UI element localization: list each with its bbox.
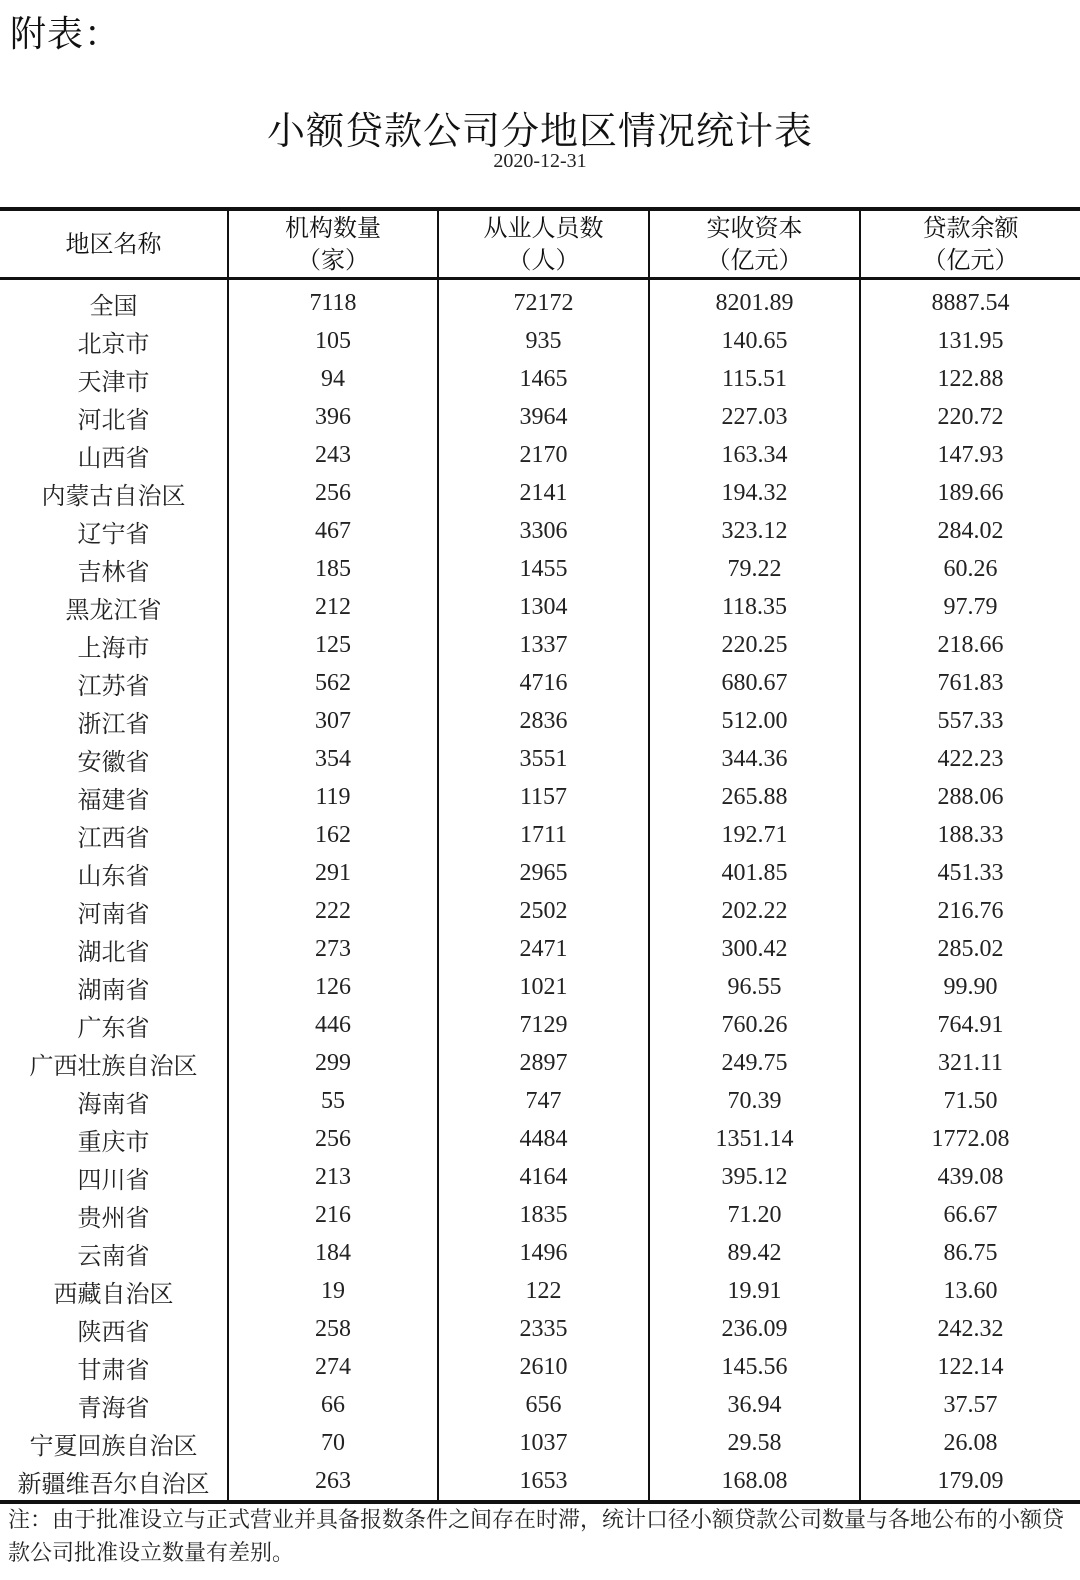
region-cell: 广东省 [77,1013,150,1042]
region-cell: 黑龙江省 [65,595,162,624]
region-cell: 河北省 [77,405,150,434]
loan-balance-cell: 216.76 [860,892,1080,930]
table-row [0,740,1080,778]
region-cell: 天津市 [77,367,150,396]
paid-in-capital-cell: 79.22 [649,550,860,588]
institutions-cell: 216 [228,1196,438,1234]
paid-in-capital-cell: 192.71 [649,816,860,854]
paid-in-capital-cell: 70.39 [649,1082,860,1120]
table-row [0,1196,1080,1234]
loan-balance-cell: 122.88 [860,360,1080,398]
loan-balance-cell: 764.91 [860,1006,1080,1044]
employees-cell: 72172 [438,279,649,323]
institutions-cell: 354 [228,740,438,778]
paid-in-capital-cell: 300.42 [649,930,860,968]
appendix-label: 附表： [10,14,122,55]
report-date: 2020-12-31 [493,150,587,172]
table-row [0,1234,1080,1272]
region-cell: 四川省 [77,1165,150,1194]
region-cell: 陕西省 [77,1317,150,1346]
table-row [0,1158,1080,1196]
table-row [0,816,1080,854]
loan-balance-cell: 439.08 [860,1158,1080,1196]
loan-balance-cell: 122.14 [860,1348,1080,1386]
header-employees-label: 从业人员数 [483,214,604,242]
header-loan-balance [860,209,1080,279]
institutions-cell: 274 [228,1348,438,1386]
region-cell: 广西壮族自治区 [29,1051,198,1080]
table-row [0,1044,1080,1082]
employees-cell: 2335 [438,1310,649,1348]
loan-balance-cell: 1772.08 [860,1120,1080,1158]
table-row [0,1310,1080,1348]
paid-in-capital-cell: 236.09 [649,1310,860,1348]
employees-cell: 4484 [438,1120,649,1158]
loan-balance-cell: 66.67 [860,1196,1080,1234]
region-cell: 江苏省 [77,671,150,700]
header-institutions-unit: （家） [297,246,369,274]
institutions-cell: 19 [228,1272,438,1310]
region-cell: 重庆市 [77,1127,150,1156]
table-row [0,436,1080,474]
table-row [0,1386,1080,1424]
loan-balance-cell: 761.83 [860,664,1080,702]
paid-in-capital-cell: 265.88 [649,778,860,816]
loan-balance-cell: 285.02 [860,930,1080,968]
loan-balance-cell: 131.95 [860,322,1080,360]
paid-in-capital-cell: 680.67 [649,664,860,702]
institutions-cell: 185 [228,550,438,588]
institutions-cell: 446 [228,1006,438,1044]
paid-in-capital-cell: 19.91 [649,1272,860,1310]
loan-balance-cell: 179.09 [860,1462,1080,1502]
region-cell: 山西省 [77,443,150,472]
region-cell: 湖南省 [77,975,150,1004]
paid-in-capital-cell: 220.25 [649,626,860,664]
employees-cell: 656 [438,1386,649,1424]
paid-in-capital-cell: 29.58 [649,1424,860,1462]
table-header-row [0,209,1080,279]
institutions-cell: 243 [228,436,438,474]
table-body [0,279,1080,1503]
region-cell: 全国 [89,291,138,320]
paid-in-capital-cell: 168.08 [649,1462,860,1502]
region-cell: 福建省 [77,785,150,814]
header-employees-unit: （人） [507,246,580,274]
institutions-cell: 55 [228,1082,438,1120]
employees-cell: 1021 [438,968,649,1006]
paid-in-capital-cell: 115.51 [649,360,860,398]
institutions-cell: 184 [228,1234,438,1272]
table-row [0,1082,1080,1120]
institutions-cell: 299 [228,1044,438,1082]
region-cell: 浙江省 [77,709,150,738]
table-row [0,360,1080,398]
institutions-cell: 256 [228,1120,438,1158]
employees-cell: 122 [438,1272,649,1310]
paid-in-capital-cell: 249.75 [649,1044,860,1082]
header-region-label: 地区名称 [65,230,162,258]
table-row [0,512,1080,550]
institutions-cell: 162 [228,816,438,854]
paid-in-capital-cell: 202.22 [649,892,860,930]
region-cell: 安徽省 [77,747,150,776]
table-row [0,854,1080,892]
paid-in-capital-cell: 36.94 [649,1386,860,1424]
loan-balance-cell: 242.32 [860,1310,1080,1348]
paid-in-capital-cell: 194.32 [649,474,860,512]
loan-balance-cell: 60.26 [860,550,1080,588]
paid-in-capital-cell: 395.12 [649,1158,860,1196]
paid-in-capital-cell: 344.36 [649,740,860,778]
institutions-cell: 212 [228,588,438,626]
table-row [0,398,1080,436]
loan-balance-cell: 189.66 [860,474,1080,512]
employees-cell: 2141 [438,474,649,512]
employees-cell: 3964 [438,398,649,436]
loan-balance-cell: 321.11 [860,1044,1080,1082]
header-paid-in-capital [649,209,860,279]
employees-cell: 2965 [438,854,649,892]
employees-cell: 1653 [438,1462,649,1502]
table-row [0,892,1080,930]
region-cell: 北京市 [77,329,150,358]
table-row [0,279,1080,323]
region-cell: 宁夏回族自治区 [29,1431,198,1460]
header-loan-balance-unit: （亿元） [922,246,1019,274]
region-cell: 海南省 [77,1089,150,1118]
employees-cell: 1455 [438,550,649,588]
employees-cell: 1037 [438,1424,649,1462]
region-cell: 西藏自治区 [53,1279,174,1308]
region-cell: 青海省 [77,1393,150,1422]
page-title: 小额贷款公司分地区情况统计表 [266,109,813,153]
table-row [0,930,1080,968]
loan-balance-cell: 284.02 [860,512,1080,550]
table-row [0,968,1080,1006]
table-row [0,322,1080,360]
table-row [0,474,1080,512]
employees-cell: 1496 [438,1234,649,1272]
table-row [0,778,1080,816]
region-cell: 贵州省 [77,1203,150,1232]
table-row [0,1462,1080,1502]
header-paid-in-capital-label: 实收资本 [706,214,803,242]
loan-balance-cell: 13.60 [860,1272,1080,1310]
loan-balance-cell: 557.33 [860,702,1080,740]
paid-in-capital-cell: 145.56 [649,1348,860,1386]
table-row [0,588,1080,626]
institutions-cell: 105 [228,322,438,360]
loan-balance-cell: 147.93 [860,436,1080,474]
loan-balance-cell: 188.33 [860,816,1080,854]
institutions-cell: 213 [228,1158,438,1196]
institutions-cell: 70 [228,1424,438,1462]
region-cell: 江西省 [77,823,150,852]
institutions-cell: 222 [228,892,438,930]
table-row [0,1006,1080,1044]
table-row [0,1272,1080,1310]
institutions-cell: 467 [228,512,438,550]
institutions-cell: 562 [228,664,438,702]
employees-cell: 1157 [438,778,649,816]
paid-in-capital-cell: 140.65 [649,322,860,360]
header-institutions [228,209,438,279]
loan-balance-cell: 71.50 [860,1082,1080,1120]
region-cell: 内蒙古自治区 [41,481,186,510]
employees-cell: 2897 [438,1044,649,1082]
employees-cell: 1711 [438,816,649,854]
paid-in-capital-cell: 760.26 [649,1006,860,1044]
employees-cell: 747 [438,1082,649,1120]
paid-in-capital-cell: 163.34 [649,436,860,474]
institutions-cell: 119 [228,778,438,816]
institutions-cell: 258 [228,1310,438,1348]
loan-balance-cell: 220.72 [860,398,1080,436]
loan-balance-cell: 8887.54 [860,279,1080,323]
statistics-table [0,207,1080,1504]
paid-in-capital-cell: 118.35 [649,588,860,626]
institutions-cell: 125 [228,626,438,664]
header-region [0,209,228,279]
region-cell: 吉林省 [77,557,150,586]
employees-cell: 1835 [438,1196,649,1234]
region-cell: 甘肃省 [77,1355,150,1384]
loan-balance-cell: 218.66 [860,626,1080,664]
employees-cell: 2836 [438,702,649,740]
header-loan-balance-label: 贷款余额 [922,214,1019,242]
region-cell: 上海市 [77,633,150,662]
loan-balance-cell: 99.90 [860,968,1080,1006]
institutions-cell: 263 [228,1462,438,1502]
paid-in-capital-cell: 8201.89 [649,279,860,323]
loan-balance-cell: 26.08 [860,1424,1080,1462]
employees-cell: 2610 [438,1348,649,1386]
employees-cell: 4716 [438,664,649,702]
paid-in-capital-cell: 512.00 [649,702,860,740]
loan-balance-cell: 451.33 [860,854,1080,892]
loan-balance-cell: 97.79 [860,588,1080,626]
institutions-cell: 66 [228,1386,438,1424]
header-institutions-label: 机构数量 [285,214,381,242]
paid-in-capital-cell: 71.20 [649,1196,860,1234]
region-cell: 新疆维吾尔自治区 [17,1469,210,1498]
header-paid-in-capital-unit: （亿元） [706,246,803,274]
institutions-cell: 273 [228,930,438,968]
employees-cell: 1465 [438,360,649,398]
employees-cell: 3551 [438,740,649,778]
institutions-cell: 94 [228,360,438,398]
region-cell: 辽宁省 [77,519,150,548]
institutions-cell: 396 [228,398,438,436]
header-employees [438,209,649,279]
loan-balance-cell: 288.06 [860,778,1080,816]
paid-in-capital-cell: 401.85 [649,854,860,892]
region-cell: 云南省 [77,1241,150,1270]
table-row [0,702,1080,740]
table-row [0,1348,1080,1386]
paid-in-capital-cell: 1351.14 [649,1120,860,1158]
employees-cell: 935 [438,322,649,360]
loan-balance-cell: 37.57 [860,1386,1080,1424]
employees-cell: 4164 [438,1158,649,1196]
employees-cell: 2502 [438,892,649,930]
loan-balance-cell: 86.75 [860,1234,1080,1272]
paid-in-capital-cell: 89.42 [649,1234,860,1272]
paid-in-capital-cell: 96.55 [649,968,860,1006]
paid-in-capital-cell: 323.12 [649,512,860,550]
employees-cell: 1337 [438,626,649,664]
table-row [0,1424,1080,1462]
employees-cell: 7129 [438,1006,649,1044]
footnote: 注：由于批准设立与正式营业并具备报数条件之间存在时滞，统计口径小额贷款公司数量与各地公布的小额贷款公司批准设立数量有差别。 [8,1508,1065,1566]
employees-cell: 3306 [438,512,649,550]
table-row [0,1120,1080,1158]
institutions-cell: 256 [228,474,438,512]
paid-in-capital-cell: 227.03 [649,398,860,436]
table-row [0,550,1080,588]
institutions-cell: 307 [228,702,438,740]
table-row [0,664,1080,702]
region-cell: 湖北省 [77,937,150,966]
institutions-cell: 291 [228,854,438,892]
institutions-cell: 126 [228,968,438,1006]
institutions-cell: 7118 [228,279,438,323]
region-cell: 河南省 [77,899,150,928]
region-cell: 山东省 [77,861,150,890]
employees-cell: 1304 [438,588,649,626]
employees-cell: 2170 [438,436,649,474]
loan-balance-cell: 422.23 [860,740,1080,778]
employees-cell: 2471 [438,930,649,968]
table-row [0,626,1080,664]
